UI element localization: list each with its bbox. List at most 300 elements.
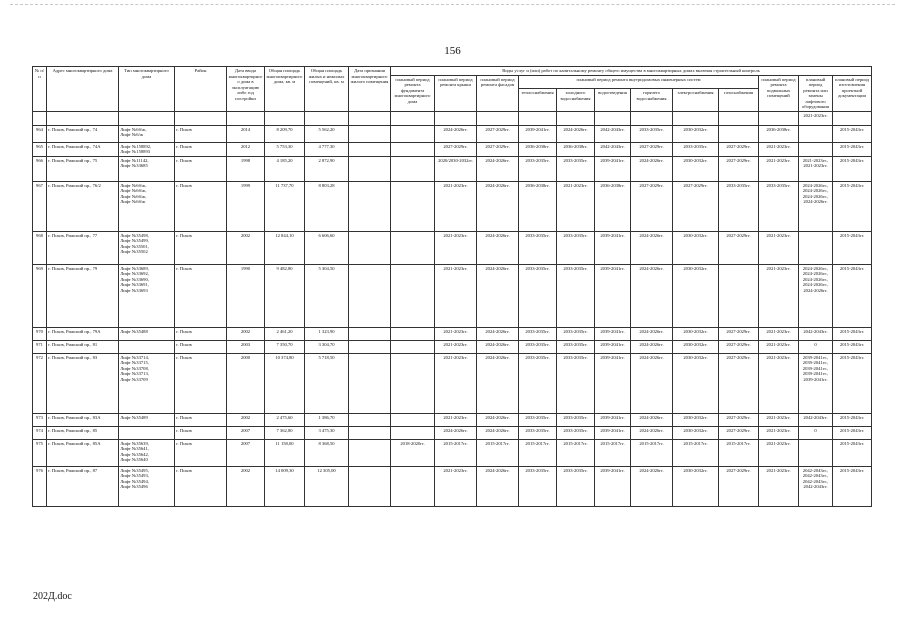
cell-num: 976 — [33, 466, 47, 506]
cell-electric: 2030-2032гг. — [673, 426, 719, 439]
cell-elevator: Лифт №6б/ж, Лифт №6/ж — [119, 125, 175, 142]
cell-facade: 2024-2026гг. — [477, 181, 519, 231]
table-row — [33, 125, 872, 142]
cell-lift: 2021-2023гг. — [799, 111, 833, 125]
cell-status — [349, 413, 391, 426]
cell-gas: 2027-2029гг. — [719, 327, 759, 340]
cell-status — [349, 181, 391, 231]
table-row — [33, 231, 872, 264]
cell-heat: 2033-2035гг. — [519, 466, 557, 506]
table-row — [33, 156, 872, 181]
cell-cold: 2033-2035гг. — [557, 353, 595, 413]
cell-design: 2015-2043гг. — [833, 353, 872, 413]
cell-num: 970 — [33, 327, 47, 340]
cell-district: г. Псков — [175, 340, 227, 353]
cell-sewer: 2015-2017гг. — [595, 439, 631, 466]
cell-cold: 2033-2035гг. — [557, 156, 595, 181]
cell-elevator — [119, 340, 175, 353]
cell-area: 7 362,80 — [265, 426, 305, 439]
cell-elevator: Лифт №33714, Лифт №33715, Лифт №33708, Лифт №33713, Лифт №33709 — [119, 353, 175, 413]
cell-hot: 2024-2026гг. — [631, 413, 673, 426]
cell-heat: 2033-2035гг. — [519, 156, 557, 181]
cell-cold: 2033-2035гг. — [557, 340, 595, 353]
cell-roof: 2021-2023гг. — [435, 327, 477, 340]
header-status: Дата признания многоквартирного жилого помещения — [349, 67, 391, 112]
cell-foundation — [391, 413, 435, 426]
cell-gas: 2033-2035гг. — [719, 181, 759, 231]
cell-cold: 2036-2038гг. — [557, 142, 595, 156]
header-internal: плановый период ремонта внутридомовых инженерных систем — [519, 75, 759, 89]
cell-living: 6 606,60 — [305, 231, 349, 264]
cell-foundation — [391, 340, 435, 353]
cell-hot: 2024-2026гг. — [631, 340, 673, 353]
cell-basement: 2021-2023гг. — [759, 426, 799, 439]
cell-gas — [719, 264, 759, 327]
cell-num: 965 — [33, 142, 47, 156]
cell-hot: 2027-2029гг. — [631, 142, 673, 156]
cell-address: г. Псков, Рижский пр., 83 — [47, 353, 119, 413]
cell-district: г. Псков — [175, 125, 227, 142]
cell-elevator — [119, 426, 175, 439]
cell-year: 2007 — [227, 426, 265, 439]
cell-area: 11 737,70 — [265, 181, 305, 231]
cell-gas: 2027-2029гг. — [719, 426, 759, 439]
cell-sewer: 2039-2041гг. — [595, 340, 631, 353]
cell-heat: 2033-2035гг. — [519, 353, 557, 413]
cell-roof: 2021-2023гг. — [435, 231, 477, 264]
header-facade: плановый период ремонта фасадов — [477, 75, 519, 111]
table-row — [33, 142, 872, 156]
cell-sewer: 2039-2041гг. — [595, 327, 631, 340]
cell-design: 2015-2043гг. — [833, 156, 872, 181]
cell-basement: 2021-2023гг. — [759, 466, 799, 506]
cell-living: 3 475,30 — [305, 426, 349, 439]
cell-heat: 2033-2035гг. — [519, 413, 557, 426]
table-row — [33, 340, 872, 353]
cell-lift — [799, 231, 833, 264]
cell-address: г. Псков, Рижский пр., 81 — [47, 340, 119, 353]
cell-heat: 2036-2038гг. — [519, 181, 557, 231]
cell-address: г. Псков, Рижский пр., 75 — [47, 156, 119, 181]
document-filename: 202Д.doc — [33, 591, 72, 602]
cell-facade: 2015-2017гг. — [477, 439, 519, 466]
table-row — [33, 327, 872, 340]
cell-facade: 2024-2026гг. — [477, 466, 519, 506]
cell-num: 967 — [33, 181, 47, 231]
header-num: № п/п — [33, 67, 47, 112]
cell-area: 2 461,20 — [265, 327, 305, 340]
page-number: 156 — [444, 45, 461, 57]
cell-electric: 2030-2032гг. — [673, 231, 719, 264]
cell-electric: 2030-2032гг. — [673, 413, 719, 426]
cell-roof: 2020/2030-2032гг. — [435, 156, 477, 181]
cell-living: 5 562,20 — [305, 125, 349, 142]
cell-roof: 2021-2023гг. — [435, 353, 477, 413]
cell-design: 2015-2043гг. — [833, 466, 872, 506]
cell-cold: 2033-2035гг. — [557, 426, 595, 439]
cell-facade: 2027-2029гг. — [477, 125, 519, 142]
cell-cold: 2033-2035гг. — [557, 413, 595, 426]
cell-foundation — [391, 264, 435, 327]
cell-elevator: Лифт №35639, Лифт №35641, Лифт №35642, Лифт №35640 — [119, 439, 175, 466]
cell-year: 2012 — [227, 142, 265, 156]
cell-hot: 2024-2026гг. — [631, 264, 673, 327]
cell-year: 2000 — [227, 353, 265, 413]
cell-district: г. Псков — [175, 264, 227, 327]
header-elevator: Тип многоквартирного дома — [119, 67, 175, 112]
cell-electric: 2033-2035гг. — [673, 142, 719, 156]
cell-cold: 2021-2023гг. — [557, 181, 595, 231]
cell-district: г. Псков — [175, 327, 227, 340]
cell-district: г. Псков — [175, 181, 227, 231]
table-body — [33, 111, 872, 506]
cell-cold: 2024-2026гг. — [557, 125, 595, 142]
cell-living: 8 368,50 — [305, 439, 349, 466]
cell-elevator: Лифт №6б/ж, Лифт №6б/ж, Лифт №6б/ж, Лифт №6б/ж — [119, 181, 175, 231]
cell-lift: 0 — [799, 426, 833, 439]
cell-gas: 2027-2029гг. — [719, 340, 759, 353]
cell-lift: 2042-2043гг. — [799, 413, 833, 426]
cell-area: 10 374,80 — [265, 353, 305, 413]
cell-num: 971 — [33, 340, 47, 353]
cell-num: 975 — [33, 439, 47, 466]
cell-basement: 2021-2023гг. — [759, 156, 799, 181]
cell-facade: 2024-2026гг. — [477, 264, 519, 327]
cell-heat: 2033-2035гг. — [519, 231, 557, 264]
table-row — [33, 439, 872, 466]
cell-year: 2002 — [227, 231, 265, 264]
cell-living: 4 777,30 — [305, 142, 349, 156]
cell-num: 973 — [33, 413, 47, 426]
cell-lift: 2021-2023гг., 2021-2023гг. — [799, 156, 833, 181]
cell-sewer: 2039-2041гг. — [595, 413, 631, 426]
cell-status — [349, 353, 391, 413]
cell-area: 9 482,80 — [265, 264, 305, 327]
cell-sewer: 2042-2043гг. — [595, 142, 631, 156]
cell-living: 8 803,28 — [305, 181, 349, 231]
cell-year: 1990 — [227, 264, 265, 327]
header-electric: электроснабжения — [673, 89, 719, 111]
cell-sewer: 2039-2041гг. — [595, 264, 631, 327]
cell-num: 974 — [33, 426, 47, 439]
cell-foundation — [391, 327, 435, 340]
cell-roof: 2021-2023гг. — [435, 264, 477, 327]
cell-cold: 2033-2035гг. — [557, 466, 595, 506]
header-sewer: водоотведения — [595, 89, 631, 111]
cell-elevator: Лифт №33689, Лифт №33692, Лифт №33690, Лифт №33691, Лифт №33693 — [119, 264, 175, 327]
cell-design: 2015-2043гг. — [833, 413, 872, 426]
cell-design: 2015-2043гг. — [833, 426, 872, 439]
cell-foundation — [391, 426, 435, 439]
cell-heat: 2033-2035гг. — [519, 327, 557, 340]
cell-district: г. Псков — [175, 231, 227, 264]
cell-status — [349, 142, 391, 156]
cell-facade: 2024-2026гг. — [477, 156, 519, 181]
cell-heat: 2033-2035гг. — [519, 426, 557, 439]
cell-address: г. Псков, Рижский пр., 74А — [47, 142, 119, 156]
cell-design: 2015-2043гг. — [833, 264, 872, 327]
cell-living: 3 304,70 — [305, 340, 349, 353]
cell-elevator: Лифт №35488 — [119, 327, 175, 340]
cell-year: 2002 — [227, 327, 265, 340]
cell-sewer: 2036-2038гг. — [595, 181, 631, 231]
cell-gas: 2027-2029гг. — [719, 156, 759, 181]
cell-year: 1998 — [227, 156, 265, 181]
cell-roof: 2021-2023гг. — [435, 340, 477, 353]
cell-design: 2015-2043гг. — [833, 125, 872, 142]
cell-elevator: Лифт №35498, Лифт №35499, Лифт №35501, Лифт №35502 — [119, 231, 175, 264]
table-row — [33, 264, 872, 327]
cell-living: 2 872,90 — [305, 156, 349, 181]
cell-year: 2014 — [227, 125, 265, 142]
cell-sewer: 2039-2041гг. — [595, 426, 631, 439]
cell-status — [349, 426, 391, 439]
cell-heat: 2039-2041гг. — [519, 125, 557, 142]
capital-repair-table — [32, 66, 872, 507]
cell-foundation — [391, 142, 435, 156]
cell-district: г. Псков — [175, 413, 227, 426]
cell-address: г. Псков, Рижский пр., 85 — [47, 426, 119, 439]
cell-roof: 2024-2026гг. — [435, 426, 477, 439]
cell-electric: 2015-2017гг. — [673, 439, 719, 466]
cell-elevator: Лифт №35489 — [119, 413, 175, 426]
cell-lift — [799, 439, 833, 466]
cell-address: г. Псков, Рижский пр., 83А — [47, 413, 119, 426]
cell-address: г. Псков, Рижский пр., 77 — [47, 231, 119, 264]
cell-sewer: 2039-2041гг. — [595, 231, 631, 264]
cell-lift — [799, 142, 833, 156]
cell-facade: 2024-2026гг. — [477, 413, 519, 426]
cell-district: г. Псков — [175, 142, 227, 156]
cell-design: 2015-2043гг. — [833, 142, 872, 156]
cell-cold: 2015-2017гг. — [557, 439, 595, 466]
cell-area: 14 009,30 — [265, 466, 305, 506]
cell-year: 2002 — [227, 466, 265, 506]
cell-status — [349, 466, 391, 506]
cell-basement: 2021-2023гг. — [759, 327, 799, 340]
cell-electric: 2027-2029гг. — [673, 181, 719, 231]
cell-facade: 2024-2026гг. — [477, 353, 519, 413]
cell-electric: 2030-2032гг. — [673, 156, 719, 181]
cell-year: 2007 — [227, 439, 265, 466]
cell-hot: 2024-2026гг. — [631, 466, 673, 506]
cell-living: 1 323,90 — [305, 327, 349, 340]
cell-lift: 2024-2026гг., 2024-2026гг., 2024-2026гг., 2024-2026гг. — [799, 181, 833, 231]
cell-district: г. Псков — [175, 156, 227, 181]
cell-gas: 2027-2029гг. — [719, 466, 759, 506]
cell-district: г. Псков — [175, 439, 227, 466]
cell-status — [349, 264, 391, 327]
table-row — [33, 353, 872, 413]
cell-living: 12 305,00 — [305, 466, 349, 506]
cell-status — [349, 340, 391, 353]
cell-cold: 2033-2035гг. — [557, 264, 595, 327]
cell-area: 8 209,70 — [265, 125, 305, 142]
cell-address: г. Псков, Рижский пр., 74 — [47, 125, 119, 142]
cell-lift: 0 — [799, 340, 833, 353]
cell-address: г. Псков, Рижский пр., 85А — [47, 439, 119, 466]
cell-heat: 2015-2017гг. — [519, 439, 557, 466]
table-row — [33, 426, 872, 439]
table-row — [33, 466, 872, 506]
cell-basement: 2021-2023гг. — [759, 231, 799, 264]
header-area: Общая площадь многоквартирного дома, кв. м — [265, 67, 305, 112]
header-address: Адрес многоквартирного дома — [47, 67, 119, 112]
header-district: Район — [175, 67, 227, 112]
cell-electric: 2030-2032гг. — [673, 125, 719, 142]
cell-basement: 2021-2023гг. — [759, 353, 799, 413]
cell-gas: 2027-2029гг. — [719, 142, 759, 156]
cell-area: 5 753,30 — [265, 142, 305, 156]
cell-design: 2015-2043гг. — [833, 439, 872, 466]
header-group: Виды услуг и (или) работ по капитальному ремонту общего имущества в многоквартирных домах включая строительный контроль — [391, 67, 872, 76]
cell-design: 2015-2043гг. — [833, 231, 872, 264]
cell-roof: 2027-2029гг. — [435, 142, 477, 156]
cell-lift: 2024-2026гг., 2024-2026гг., 2024-2026гг., 2024-2026гг., 2024-2026гг. — [799, 264, 833, 327]
cell-foundation — [391, 156, 435, 181]
header-heat: теплоснабжения — [519, 89, 557, 111]
cell-lift: 2042-2043гг., 2042-2043гг., 2042-2043гг., 2042-2043гг. — [799, 466, 833, 506]
cell-area: 4 185,20 — [265, 156, 305, 181]
cell-design: 2015-2043гг. — [833, 327, 872, 340]
cell-foundation — [391, 466, 435, 506]
cell-address: г. Псков, Рижский пр., 79А — [47, 327, 119, 340]
cell-roof: 2021-2023гг. — [435, 466, 477, 506]
cell-electric: 2030-2032гг. — [673, 264, 719, 327]
cell-status — [349, 439, 391, 466]
cell-elevator: Лифт №35495, Лифт №35493, Лифт №35494, Лифт №35496 — [119, 466, 175, 506]
cell-heat: 2033-2035гг. — [519, 264, 557, 327]
cell-status — [349, 125, 391, 142]
cell-num: 969 — [33, 264, 47, 327]
cell-elevator: Лифт №158892, Лифт №158893 — [119, 142, 175, 156]
cell-area: 12 844,10 — [265, 231, 305, 264]
header-foundation: плановый период ремонта фундамента многоквартирного дома — [391, 75, 435, 111]
cell-hot: 2024-2026гг. — [631, 156, 673, 181]
cell-status — [349, 156, 391, 181]
header-basement: плановый период ремонта подвальных помещений — [759, 75, 799, 111]
cell-living: 1 386,70 — [305, 413, 349, 426]
cell-area: 2 475,60 — [265, 413, 305, 426]
cell-gas: 2027-2029гг. — [719, 413, 759, 426]
cell-gas: 2015-2017гг. — [719, 439, 759, 466]
cell-roof: 2021-2023гг. — [435, 181, 477, 231]
table-row — [33, 111, 872, 125]
cell-basement: 2021-2023гг. — [759, 264, 799, 327]
header-living: Общая площадь жилых и нежилых помещений, кв. м — [305, 67, 349, 112]
cell-basement: 2021-2023гг. — [759, 340, 799, 353]
cell-area: 11 158,00 — [265, 439, 305, 466]
cell-design: 2015-2043гг. — [833, 340, 872, 353]
cell-foundation: 2018-2020гг. — [391, 439, 435, 466]
cell-cold: 2033-2035гг. — [557, 327, 595, 340]
cell-hot: 2015-2017гг. — [631, 439, 673, 466]
cell-foundation — [391, 353, 435, 413]
table-header — [33, 67, 872, 112]
cell-living: 5 718,50 — [305, 353, 349, 413]
cell-sewer: 2039-2041гг. — [595, 156, 631, 181]
cell-design: 2015-2043гг. — [833, 181, 872, 231]
cell-num: 964 — [33, 125, 47, 142]
cell-gas — [719, 125, 759, 142]
cell-num: 968 — [33, 231, 47, 264]
cell-roof: 2021-2023гг. — [435, 413, 477, 426]
cell-gas: 2027-2029гг. — [719, 231, 759, 264]
cell-basement: 2036-2038гг. — [759, 125, 799, 142]
cell-hot: 2024-2026гг. — [631, 231, 673, 264]
cell-hot: 2033-2035гг. — [631, 125, 673, 142]
cell-address: г. Псков, Рижский пр., 79 — [47, 264, 119, 327]
cell-foundation — [391, 125, 435, 142]
cell-hot: 2024-2026гг. — [631, 426, 673, 439]
table-row — [33, 181, 872, 231]
cell-facade: 2024-2026гг. — [477, 340, 519, 353]
cell-sewer: 2039-2041гг. — [595, 466, 631, 506]
cell-basement: 2021-2023гг. — [759, 439, 799, 466]
cell-facade: 2024-2026гг. — [477, 327, 519, 340]
cell-sewer: 2042-2043гг. — [595, 125, 631, 142]
cell-year: 2003 — [227, 340, 265, 353]
cell-lift — [799, 125, 833, 142]
header-hot: горячего водоснабжения — [631, 89, 673, 111]
cell-roof: 2024-2026гг. — [435, 125, 477, 142]
cell-basement: 2021-2023гг. — [759, 142, 799, 156]
header-roof: плановый период ремонта крыши — [435, 75, 477, 111]
cell-district: г. Псков — [175, 353, 227, 413]
header-cold: холодного водоснабжения — [557, 89, 595, 111]
cell-facade: 2024-2026гг. — [477, 426, 519, 439]
cell-address: г. Псков, Рижский пр., 87 — [47, 466, 119, 506]
cell-hot: 2027-2029гг. — [631, 181, 673, 231]
cell-foundation — [391, 231, 435, 264]
cell-lift: 2039-2041гг., 2039-2041гг., 2039-2041гг., 2039-2041гг., 2039-2041гг. — [799, 353, 833, 413]
cell-year: 1999 — [227, 181, 265, 231]
cell-lift: 2042-2043гг. — [799, 327, 833, 340]
cell-heat: 2033-2035гг. — [519, 340, 557, 353]
cell-electric: 2030-2032гг. — [673, 327, 719, 340]
header-design: плановый период изготовления проектной документации — [833, 75, 872, 111]
cell-electric: 2030-2032гг. — [673, 466, 719, 506]
header-lift: плановый период ремонта или замены лифтового оборудования — [799, 75, 833, 111]
cell-area: 7 350,70 — [265, 340, 305, 353]
cell-basement: 2033-2035гг. — [759, 181, 799, 231]
cell-year: 2002 — [227, 413, 265, 426]
cell-facade: 2027-2029гг. — [477, 142, 519, 156]
cell-basement: 2021-2023гг. — [759, 413, 799, 426]
cell-gas: 2027-2029гг. — [719, 353, 759, 413]
scan-top-edge — [10, 4, 895, 5]
cell-address: г. Псков, Рижский пр., 76/2 — [47, 181, 119, 231]
cell-roof: 2015-2017гг. — [435, 439, 477, 466]
cell-hot: 2024-2026гг. — [631, 353, 673, 413]
cell-district: г. Псков — [175, 426, 227, 439]
cell-sewer: 2039-2041гг. — [595, 353, 631, 413]
cell-elevator: Лифт №11142, Лифт №33685 — [119, 156, 175, 181]
cell-status — [349, 231, 391, 264]
header-gas: газоснабжения — [719, 89, 759, 111]
cell-electric: 2030-2032гг. — [673, 340, 719, 353]
cell-num: 972 — [33, 353, 47, 413]
cell-heat: 2036-2038гг. — [519, 142, 557, 156]
cell-electric: 2030-2032гг. — [673, 353, 719, 413]
cell-cold: 2033-2035гг. — [557, 231, 595, 264]
table-row — [33, 413, 872, 426]
cell-facade: 2024-2026гг. — [477, 231, 519, 264]
cell-district: г. Псков — [175, 466, 227, 506]
cell-status — [349, 327, 391, 340]
cell-foundation — [391, 181, 435, 231]
cell-num: 966 — [33, 156, 47, 181]
